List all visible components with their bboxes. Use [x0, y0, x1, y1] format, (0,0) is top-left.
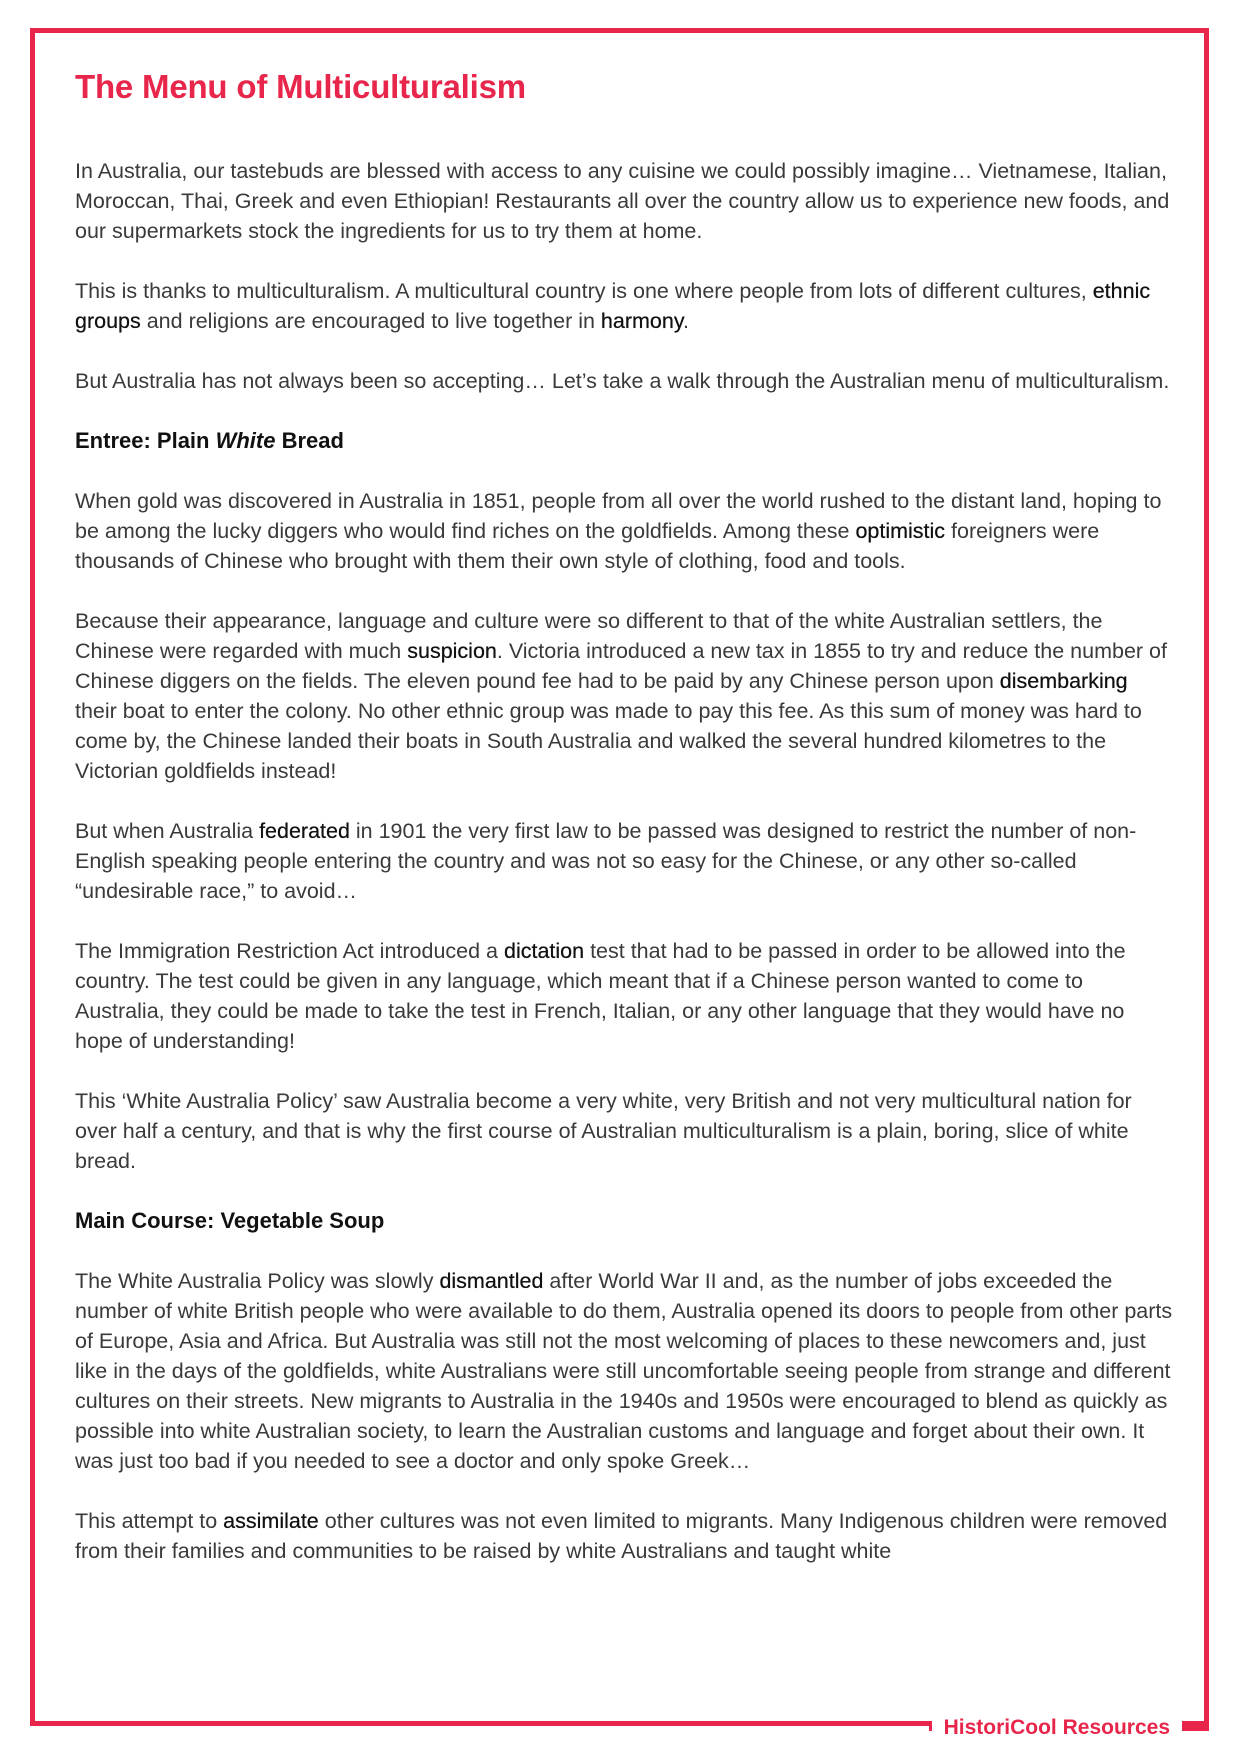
heading-run: Bread: [275, 428, 344, 453]
keyword-assimilate: assimilate: [223, 1509, 319, 1533]
page-footer: [0, 1716, 1240, 1740]
entree-paragraph-4: [75, 936, 1175, 1056]
text-run: . Victoria introduced a new tax in 1855 to try and reduce the number of Chinese diggers on the fields. The eleven pound fee had to be paid by any Chinese person upon: [75, 639, 1167, 693]
footer-brand: HistoriCool Resources: [932, 1716, 1182, 1740]
text-run: in 1901 the very first law to be passed was designed to restrict the number of non-English speaking people entering the country and was not so easy for the Chinese, or any other so-called “undesirable race,” to avoid…: [75, 819, 1137, 903]
entree-paragraph-1: [75, 486, 1175, 576]
text-run: .: [682, 309, 689, 333]
entree-paragraph-5: This ‘White Australia Policy’ saw Australia become a very white, very British and not very multicultural nation for over half a century, and that is why the first course of Australian multiculturalism is a plain, boring, slice of white bread.: [75, 1089, 1132, 1173]
entree-paragraph-2: [75, 606, 1175, 786]
keyword-dismantled: dismantled: [439, 1269, 544, 1293]
entree-paragraph-3: [75, 816, 1175, 906]
document-body: [75, 68, 1175, 1596]
keyword-disembarking: disembarking: [999, 669, 1128, 693]
keyword-suspicion: suspicion: [407, 639, 497, 663]
section-heading-entree: [75, 426, 1175, 456]
text-run: The White Australia Policy was slowly: [75, 1269, 440, 1293]
heading-run: Entree: Plain: [75, 428, 216, 453]
keyword-dictation: dictation: [504, 939, 585, 963]
text-run: other cultures was not even limited to migrants. Many Indigenous children were removed from their families and communities to be raised by white Australians and taught white: [75, 1509, 1168, 1563]
text-run: Because their appearance, language and culture were so different to that of the white Australian settlers, the Chinese were regarded with much: [75, 609, 1103, 663]
text-run: after World War II and, as the number of jobs exceeded the number of white British people who were available to do them, Australia opened its doors to people from other parts of Europe, Asia and Africa. But Australia was still not the most welcoming of places to these newcomers and, just like in the days of the goldfields, white Australians were still uncomfortable seeing people from strange and different cultures on their streets. New migrants to Australia in the 1940s and 1950s were encouraged to blend as quickly as possible into white Australian society, to learn the Australian customs and language and forget about their own. It was just too bad if you needed to see a doctor and only spoke Greek…: [75, 1269, 1173, 1473]
text-run: their boat to enter the colony. No other ethnic group was made to pay this fee. As this sum of money was hard to come by, the Chinese landed their boats in South Australia and walked the several hundred kilometres to the Victorian goldfields instead!: [75, 699, 1142, 783]
text-run: But when Australia: [75, 819, 260, 843]
text-run: This attempt to: [75, 1509, 224, 1533]
section-heading-main-course: Main Course: Vegetable Soup: [75, 1208, 385, 1233]
text-run: The Immigration Restriction Act introduced a: [75, 939, 504, 963]
keyword-federated: federated: [259, 819, 350, 843]
intro-paragraph-3: But Australia has not always been so accepting… Let’s take a walk through the Australian menu of multiculturalism.: [75, 369, 1170, 393]
keyword-optimistic: optimistic: [855, 519, 946, 543]
page-title: The Menu of Multiculturalism: [75, 68, 526, 105]
heading-italic-run: White: [215, 428, 276, 453]
text-run: This is thanks to multiculturalism. A multicultural country is one where people from lots of different cultures,: [75, 279, 1093, 303]
main-course-paragraph-2: [75, 1506, 1175, 1566]
intro-paragraph-1: In Australia, our tastebuds are blessed with access to any cuisine we could possibly imagine… Vietnamese, Italian, Moroccan, Thai, Greek and even Ethiopian! Restaurants all over the country allow us to experience new foods, and our supermarkets stock the ingredients for us to try them at home.: [75, 159, 1170, 243]
text-run: When gold was discovered in Australia in 1851, people from all over the world rushed to the distant land, hoping to be among the lucky diggers who would find riches on the goldfields. Among these: [75, 489, 1162, 543]
text-run: foreigners were thousands of Chinese who brought with them their own style of clothing, food and tools.: [75, 519, 1100, 573]
intro-paragraph-2: [75, 276, 1175, 336]
text-run: test that had to be passed in order to be allowed into the country. The test could be given in any language, which meant that if a Chinese person wanted to come to Australia, they could be made to take the test in French, Italian, or any other language that they would have no hope of understanding!: [75, 939, 1126, 1053]
keyword-harmony: harmony: [600, 309, 683, 333]
text-run: and religions are encouraged to live together in: [140, 309, 601, 333]
main-course-paragraph-1: [75, 1266, 1175, 1476]
keyword-ethnic-groups: ethnic groups: [75, 279, 1151, 333]
